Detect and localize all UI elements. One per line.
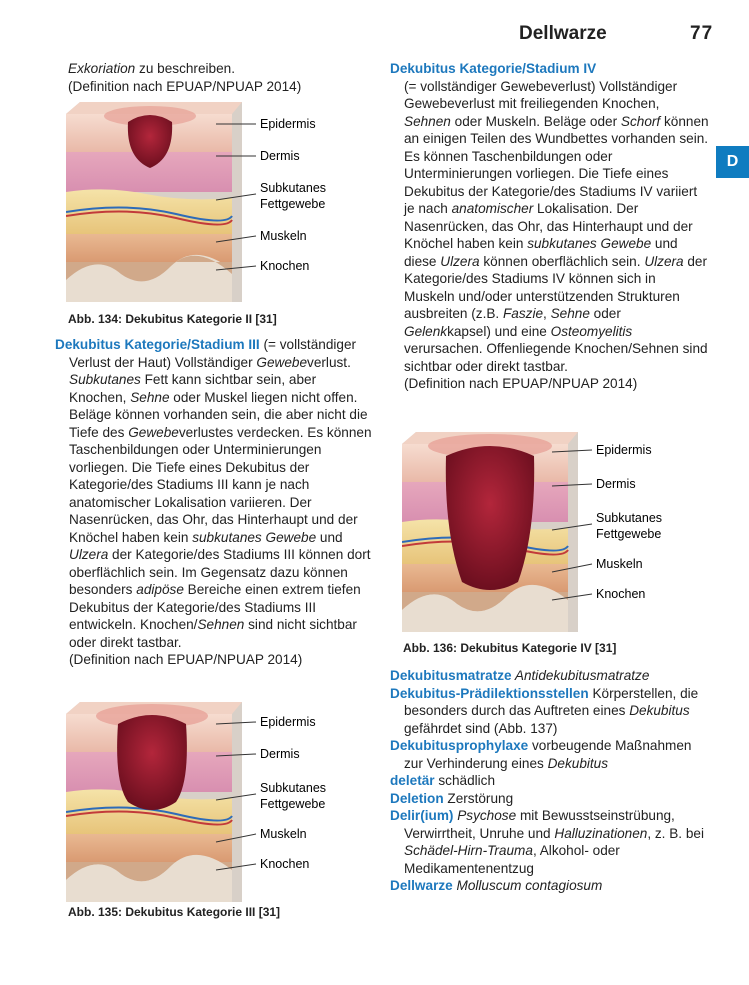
entry-deletion: Deletion Zerstörung [390, 790, 514, 806]
stage3-term: Dekubitus Kategorie/Stadium III [55, 337, 260, 352]
label-muskeln: Muskeln [260, 827, 307, 841]
label-epidermis: Epidermis [596, 443, 652, 457]
label-epidermis: Epidermis [260, 117, 316, 131]
entry-deletaer: deletär schädlich [390, 773, 496, 788]
figure-134 [66, 102, 346, 302]
label-subkutan-1: Subkutanes [596, 511, 663, 525]
label-muskeln: Muskeln [596, 557, 643, 571]
entry-dellwarze: Dellwarze Molluscum contagiosum [390, 878, 603, 893]
dictionary-entries [390, 667, 712, 895]
figure-135 [66, 702, 346, 902]
label-dermis: Dermis [260, 747, 300, 761]
thumb-index-tab: D [716, 146, 749, 178]
label-subkutan-2: Fettgewebe [260, 797, 326, 811]
caption-135: Abb. 135: Dekubitus Kategorie III [31] [68, 905, 281, 919]
entry-praedilektionsstellen: Dekubitus-Prädilektionsstellen Körperstellen, die besonders durch das Auftreten eines Dekubitus gefährdet sind (Abb. 137) [390, 685, 699, 736]
stage3-entry: Dekubitus Kategorie/Stadium III (= vollständiger Verlust der Haut) Vollständiger Gewebeverlust. Subkutanes Fett kann sichtbar sein, aber Knochen, Sehne oder Muskel liegen nicht offen. Beläge können vorhanden sein, die aber nicht die Tiefe des Gewebeverlustes verdecken. Es können Taschenbildungen oder Unterminierungen vorliegen. Die Tiefe eines Dekubitus der Kategorie/des Stadiums III kann je nach anatomischer Lokalisation variieren. Der Nasenrücken, das Ohr, das Hinterhaupt und der Knöchel haben kein subkutanes Gewebe und Ulzera der Kategorie/des Stadiums III können dort oberflächlich sein. Im Gegensatz dazu können besonders adipöse Bereiche einen extrem tiefen Dekubitus der Kategorie/des Stadiums III entwickeln. Knochen/Sehnen sind nicht sichtbar oder direkt tastbar. (Definition nach EPUAP/NPUAP 2014) [55, 337, 372, 667]
entry-delirium: Delir(ium) Psychose mit Bewusstseinstrübung, Verwirrtheit, Unruhe und Halluzinationen, z. B. bei Schädel-Hirn-Trauma, Alkohol- oder Medikamentenentzug [390, 808, 704, 876]
label-knochen: Knochen [260, 857, 310, 871]
label-subkutan-1: Subkutanes [260, 181, 327, 195]
label-subkutan-1: Subkutanes [260, 781, 327, 795]
label-dermis: Dermis [596, 477, 636, 491]
entry-dekubitusprophylaxe: Dekubitusprophylaxe vorbeugende Maßnahmen zur Verhinderung eines Dekubitus [390, 738, 692, 771]
figure-136 [402, 432, 692, 632]
label-knochen: Knochen [260, 259, 310, 273]
label-dermis: Dermis [260, 149, 300, 163]
stage4-term: Dekubitus Kategorie/Stadium IV [390, 61, 597, 76]
page-number: 77 [690, 23, 714, 44]
running-head: Dellwarze [519, 23, 607, 44]
label-epidermis: Epidermis [260, 715, 316, 729]
entry-dekubitusmatratze: Dekubitusmatratze Antidekubitusmatratze [390, 668, 650, 683]
label-muskeln: Muskeln [260, 229, 307, 243]
label-knochen: Knochen [596, 587, 646, 601]
label-subkutan-2: Fettgewebe [596, 527, 662, 541]
stage4-entry: Dekubitus Kategorie/Stadium IV (= vollständiger Gewebeverlust) Vollständiger Gewebeverlust mit freiliegenden Knochen, Sehnen oder Muskeln. Beläge oder Schorf können an einigen Teilen des Wundbettes vorhanden sein. Es können Taschenbildungen oder Unterminierungen vorliegen. Die Tiefe eines Dekubitus der Kategorie/des Stadiums IV variiert je nach anatomischer Lokalisation. Der Nasenrücken, das Ohr, das Hinterhaupt und der Knöchel haben kein subkutanes Gewebe und diese Ulzera können oberflächlich sein. Ulzera der Kategorie/des Stadiums IV können sich in Muskeln und/oder unterstützenden Strukturen ausbreiten (z.B. Faszie, Sehne oder Gelenkkapsel) und eine Osteomyelitis verursachen. Offenliegende Knochen/Sehnen sind sichtbar oder direkt tastbar. (Definition nach EPUAP/NPUAP 2014) [390, 61, 709, 391]
caption-134: Abb. 134: Dekubitus Kategorie II [31] [68, 312, 277, 326]
left-top-text: Exkoriation zu beschreiben. (Definition nach EPUAP/NPUAP 2014) [68, 61, 302, 94]
label-subkutan-2: Fettgewebe [260, 197, 326, 211]
caption-136: Abb. 136: Dekubitus Kategorie IV [31] [403, 641, 617, 655]
